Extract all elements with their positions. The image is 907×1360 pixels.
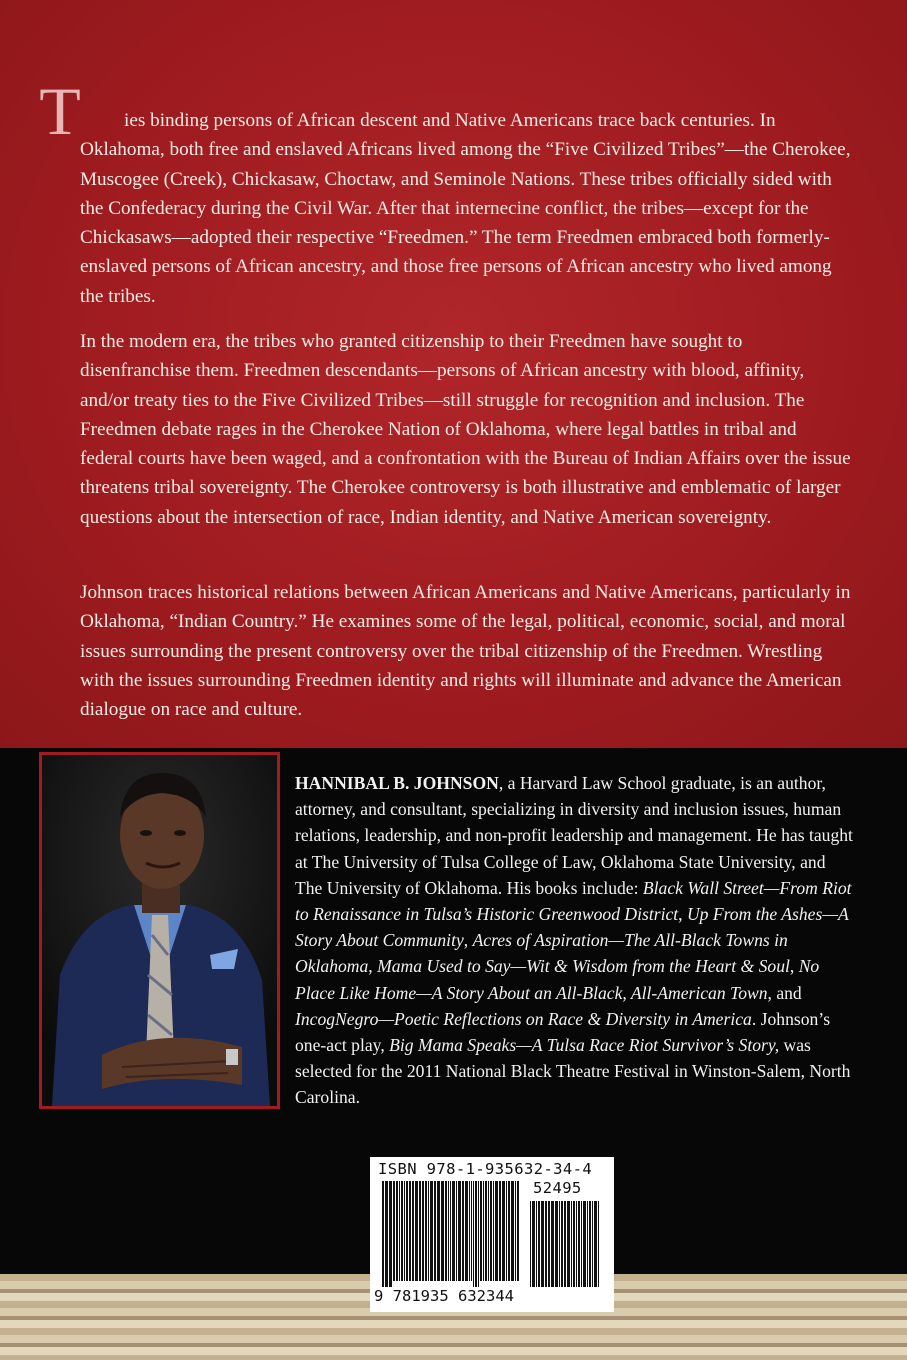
barcode-bar (564, 1201, 566, 1287)
drop-cap: T (39, 73, 81, 149)
book-title-5: No Place Like Home—A Story About an All-Black, All-American Town (295, 956, 820, 1003)
barcode-bar (483, 1181, 484, 1281)
barcode-bar (587, 1201, 588, 1287)
barcode-bar (567, 1201, 570, 1287)
bio-separator: . Johnson’s one-act play, (295, 1008, 831, 1056)
isbn-label: ISBN 978-1-935632-34-4 (378, 1160, 593, 1178)
barcode-bar (551, 1201, 554, 1287)
barcode-bar (576, 1201, 577, 1287)
barcode-bar (404, 1181, 405, 1281)
barcode-bar (393, 1181, 395, 1281)
book-title-6: IncogNegro—Poetic Reflections on Race & Diversity in America (295, 1008, 752, 1029)
barcode-bar (462, 1181, 464, 1281)
ean-bars (382, 1181, 522, 1287)
barcode-bar (389, 1181, 392, 1287)
barcode-bar (530, 1201, 531, 1287)
barcode-bar (478, 1181, 479, 1287)
barcode-bar (545, 1201, 547, 1287)
barcode-bar (441, 1181, 444, 1281)
barcode-bar (488, 1181, 489, 1281)
barcode-bar (399, 1181, 400, 1281)
barcode-bar (415, 1181, 418, 1281)
barcode-bar (583, 1201, 586, 1287)
book-title-1: Black Wall Street—From Riot to Renaissance in Tulsa’s Historic Greenwood District (295, 877, 852, 925)
barcode-bar (561, 1201, 563, 1287)
barcode-bar (419, 1181, 421, 1281)
barcode-bar (406, 1181, 408, 1281)
barcode-bar (452, 1181, 455, 1281)
barcode-bar (578, 1201, 580, 1287)
barcode-bar (469, 1181, 470, 1281)
barcode-bar (589, 1201, 591, 1287)
blurb-paragraph-3: Johnson traces historical relations between African Americans and Native Americans, particularly in Oklahoma, “Indian Country.” He examines some of the legal, political, economic, social, and moral issues surrounding the present controversy over the tribal citizenship of the Freedmen. Wrestling with the issues surrounding Freedmen identity and rights will illuminate and advance the American dialogue on race and culture. (80, 582, 851, 721)
price-addon-digits: 52495 (533, 1179, 582, 1197)
author-photo (39, 752, 280, 1109)
book-title-3: Acres of Aspiration—The All-Black Towns in Oklahoma (295, 930, 788, 977)
book-title-4: Mama Used to Say—Wit & Wisdom from the Heart & Soul (377, 956, 790, 977)
barcode-bar (581, 1201, 582, 1287)
barcode-bar (502, 1181, 505, 1281)
barcode-bar (499, 1181, 501, 1281)
bio-separator: , (463, 930, 473, 951)
barcode-bar (506, 1181, 507, 1281)
barcode-bar (559, 1201, 560, 1287)
barcode-bar (495, 1181, 498, 1281)
barcode-bar (434, 1181, 436, 1281)
barcode-bar (396, 1181, 398, 1281)
barcode-bar (425, 1181, 427, 1281)
barcode-bar (475, 1181, 477, 1287)
barcode-bar (573, 1201, 575, 1287)
barcode-bar (548, 1201, 550, 1287)
bio-outro: was selected for the 2011 National Black Theatre Festival in Winston-Salem, North Carolina. (295, 1035, 851, 1108)
bio-separator: , and (767, 982, 802, 1003)
barcode-bar (409, 1181, 411, 1281)
barcode-bar (485, 1181, 487, 1281)
barcode-bar (445, 1181, 447, 1281)
bio-separator: , (678, 904, 687, 925)
barcode-bar (385, 1181, 388, 1287)
barcode-bar (450, 1181, 451, 1281)
barcode-bar (511, 1181, 514, 1281)
barcode-bar (594, 1201, 597, 1287)
barcode-bar (471, 1181, 472, 1281)
barcode-bar (541, 1201, 544, 1287)
bio-separator: , (789, 956, 799, 977)
barcode-bar (490, 1181, 492, 1281)
barcode-bar (592, 1201, 593, 1287)
barcode-bar (465, 1181, 468, 1281)
barcode-bar (480, 1181, 482, 1281)
barcode-bar (437, 1181, 440, 1281)
barcode-bar (515, 1181, 516, 1281)
barcode-bar (401, 1181, 403, 1281)
blurb-paragraph-2: In the modern era, the tribes who granted citizenship to their Freedmen have sought to disenfranchise them. Freedmen descendants—persons of African ancestry with blood, affinity, and/or treaty ties to the Five Civilized Tribes—still struggle for recognition and inclusion. The Freedmen debate rages in the Cherokee Nation of Oklahoma, where legal battles in tribal and federal courts have been waged, and a confrontation with the Bureau of Indian Affairs over the issue threatens tribal sovereignty. The Cherokee controversy is both illustrative and emblematic of larger questions about the intersection of race, Indian identity, and Native American sovereignty. (80, 331, 851, 528)
blurb-paragraph-1: ies binding persons of African descent and Native Americans trace back centuries. In Oklahoma, both free and enslaved Africans lived among the “Five Civilized Tribes”—the Cherokee, Muscogee (Creek), Chickasaw, Choctaw, and Seminole Nations. These tribes officially sided with the Confederacy during the Civil War. After that internecine conflict, the tribes—except for the Chickasaws—adopted their respective “Freedmen.” The term Freedmen embraced both formerly-enslaved persons of African ancestry, and those free persons of African ancestry who lived among the tribes. (80, 110, 851, 307)
bio-intro: , a Harvard Law School graduate, is an author, attorney, and consultant, specializing in diversity and inclusion issues, human relations, leadership, and non-profit leadership and management. He has taught at The University of Tulsa College of Law, Oklahoma State University, and The University of Oklahoma. His books include: (295, 773, 853, 898)
barcode-bar (382, 1181, 384, 1287)
barcode-bar (536, 1201, 537, 1287)
barcode-bar (532, 1201, 535, 1287)
book-title-2: Up From the Ashes—A Story About Community (295, 904, 849, 951)
addon-bars (530, 1201, 602, 1287)
barcode-bar (473, 1181, 474, 1287)
play-title: Big Mama Speaks—A Tulsa Race Riot Survivor’s Story, (389, 1035, 780, 1056)
barcode-bar (430, 1181, 433, 1281)
barcode-bar (517, 1181, 519, 1281)
barcode-bar (598, 1201, 599, 1287)
barcode-bar (448, 1181, 449, 1281)
ean-digits: 9 781935 632344 (374, 1287, 514, 1305)
barcode-bar (422, 1181, 424, 1281)
barcode (370, 1157, 614, 1312)
barcode-bar (571, 1201, 572, 1287)
author-name: HANNIBAL B. JOHNSON (295, 773, 499, 793)
barcode-bar (493, 1181, 494, 1281)
author-bio (295, 770, 855, 1111)
barcode-bar (458, 1181, 461, 1281)
bio-separator: , (368, 956, 378, 977)
author-portrait-illustration (42, 755, 277, 1106)
barcode-bar (508, 1181, 510, 1281)
barcode-bar (412, 1181, 414, 1281)
barcode-bar (538, 1201, 540, 1287)
barcode-bar (428, 1181, 429, 1281)
barcode-bar (555, 1201, 558, 1287)
barcode-bar (456, 1181, 457, 1281)
